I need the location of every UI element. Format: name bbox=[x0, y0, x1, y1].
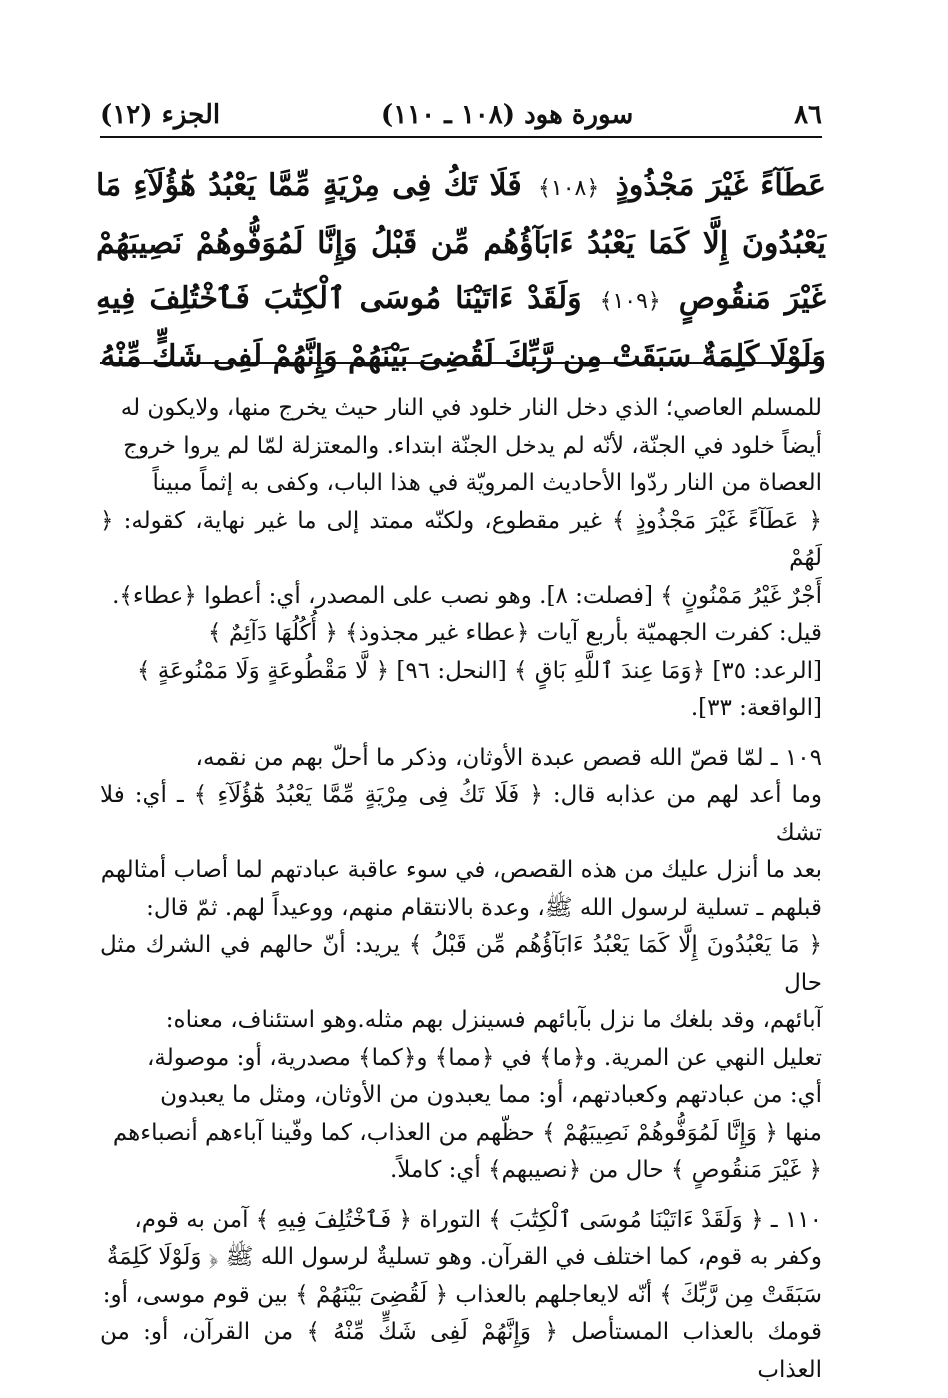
surah-title: سورة هود (١٠٨ ـ ١١٠) bbox=[380, 100, 634, 130]
text-line: ١١٠ ـ ﴿ وَلَقَدْ ءَاتَيْنَا مُوسَى ٱلْكِتَٰبَ ﴾ التوراة ﴿ فَٱخْتُلِفَ فِيهِ ﴾ آمن به قوم، bbox=[134, 1206, 822, 1233]
text-line: [الواقعة: ٣٣]. bbox=[690, 695, 822, 721]
text-line: آبائهم، وقد بلغك ما نزل بآبائهم فسينزل بهم مثله.وهو استئناف، معناه: bbox=[165, 1007, 822, 1033]
text-line: أي: من عبادتهم وكعبادتهم، أو: مما يعبدون من الأوثان، ومثل ما يعبدون bbox=[160, 1082, 822, 1108]
text-line: [الرعد: ٣٥] ﴿وَمَا عِندَ ٱللَّهِ بَاقٍ ﴾ [النحل: ٩٦] ﴿ لَّا مَقْطُوعَةٍ وَلَا مَمْنُوعَةٍ ﴾ bbox=[136, 657, 822, 684]
text-line: العصاة من النار ردّوا الأحاديث المرويّة في هذا الباب، وكفى به إثماً مبيناً bbox=[152, 470, 822, 496]
commentary-paragraph-109 bbox=[100, 740, 822, 1190]
commentary-paragraph-108 bbox=[100, 390, 822, 728]
quran-verses bbox=[96, 158, 826, 374]
tafsir-commentary bbox=[100, 390, 822, 1383]
text-line: للمسلم العاصي؛ الذي دخل النار خلود في النار حيث يخرج منها، ولايكون له bbox=[120, 395, 822, 421]
text-line: قبلهم ـ تسلية لرسول الله ﷺ، وعدة بالانتقام منهم، ووعيداً لهم. ثمّ قال: bbox=[146, 894, 822, 921]
text-line: ﴿ مَا يَعْبُدُونَ إِلَّا كَمَا يَعْبُدُ ءَابَآؤُهُم مِّن قَبْلُ ﴾ يريد: أنّ حالهم في الشرك مثل حال bbox=[100, 932, 822, 996]
text-line: بعد ما أنزل عليك من هذه القصص، في سوء عاقبة عبادتهم لما أصاب أمثالهم bbox=[100, 857, 822, 883]
text-line: ١٠٩ ـ لمّا قصّ الله قصص عبدة الأوثان، وذكر ما أحلّ بهم من نقمه، bbox=[195, 744, 822, 771]
ayah-109: فَلَا تَكُ فِى مِرْيَةٍ مِّمَّا يَعْبُدُ هَٰٓؤُلَآءِ مَا يَعْبُدُونَ إِلَّا كَمَا يَعْبُدُ ءَابَآؤُهُم مِّن قَبْلُ وَإِنَّا لَمُوَفُّوهُمْ نَصِيبَهُمْ غَيْرَ مَنقُوصٍ bbox=[96, 168, 826, 316]
text-line: قومك بالعذاب المستأصل ﴿ وَإِنَّهُمْ لَفِى شَكٍّ مِّنْهُ ﴾ من القرآن، أو: من العذاب bbox=[100, 1319, 822, 1383]
text-line: وما أعد لهم من عذابه قال: ﴿ فَلَا تَكُ فِى مِرْيَةٍ مِّمَّا يَعْبُدُ هَٰٓؤُلَآءِ ﴾ ـ أي: فلا تشك bbox=[100, 782, 822, 846]
page-header bbox=[100, 92, 822, 138]
text-line: وكفر به قوم، كما اختلف في القرآن. وهو تسليةٌ لرسول الله ﷺ ﴿ وَلَوْلَا كَلِمَةٌ bbox=[106, 1244, 822, 1270]
text-line: منها ﴿ وَإِنَّا لَمُوَفُّوهُمْ نَصِيبَهُمْ ﴾ حظّهم من العذاب، كما وفّينا آباءهم أنصباءهم bbox=[112, 1119, 822, 1146]
text-line: أيضاً خلود في الجنّة، لأنّه لم يدخل الجنّة ابتداء. والمعتزلة لمّا لم يروا خروج bbox=[123, 432, 822, 459]
ayah-108-end: عَطَآءً غَيْرَ مَجْذُوذٍ bbox=[615, 168, 826, 203]
ayah-110: وَلَقَدْ ءَاتَيْنَا مُوسَى ٱلْكِتَٰبَ فَٱخْتُلِفَ فِيهِ وَلَوْلَا كَلِمَةٌ سَبَقَتْ مِن رَّبِّكَ لَقُضِىَ بَيْنَهُمْ وَإِنَّهُمْ لَفِى شَكٍّ مِّنْهُ bbox=[96, 281, 826, 374]
ayah-marker-109: ﴿١٠٩﴾ bbox=[599, 289, 661, 314]
page-number: ٨٦ bbox=[794, 100, 822, 130]
text-line: ﴿ غَيْرَ مَنقُوصٍ ﴾ حال من ﴿نصيبهم﴾ أي: كاملاً. bbox=[390, 1157, 822, 1183]
text-line: سَبَقَتْ مِن رَّبِّكَ ﴾ أنّه لايعاجلهم بالعذاب ﴿ لَقُضِىَ بَيْنَهُمْ ﴾ بين قوم موسى، أو: bbox=[102, 1281, 822, 1308]
juz-label: الجزء (١٢) bbox=[100, 100, 221, 130]
text-line: تعليل النهي عن المرية. و﴿ما﴾ في ﴿مما﴾ و﴿كما﴾ مصدرية، أو: موصولة، bbox=[146, 1044, 822, 1071]
text-line: ﴿ عَطَآءً غَيْرَ مَجْذُوذٍ ﴾ غير مقطوع، ولكنّه ممتد إلى ما غير نهاية، كقوله: ﴿ لَهُمْ bbox=[100, 507, 822, 571]
verse-separator-line bbox=[100, 362, 822, 364]
ayah-marker-108: ﴿١٠٨﴾ bbox=[538, 176, 600, 201]
text-line: أَجْرٌ غَيْرُ مَمْنُونٍ ﴾ [فصلت: ٨]. وهو نصب على المصدر، أي: أعطوا ﴿عطاء﴾. bbox=[112, 582, 822, 609]
text-line: قيل: كفرت الجهميّة بأربع آيات ﴿عطاء غير مجذوذ﴾ ﴿ أُكُلُهَا دَآئِمٌ ﴾ bbox=[208, 620, 822, 646]
commentary-paragraph-110 bbox=[100, 1202, 822, 1390]
